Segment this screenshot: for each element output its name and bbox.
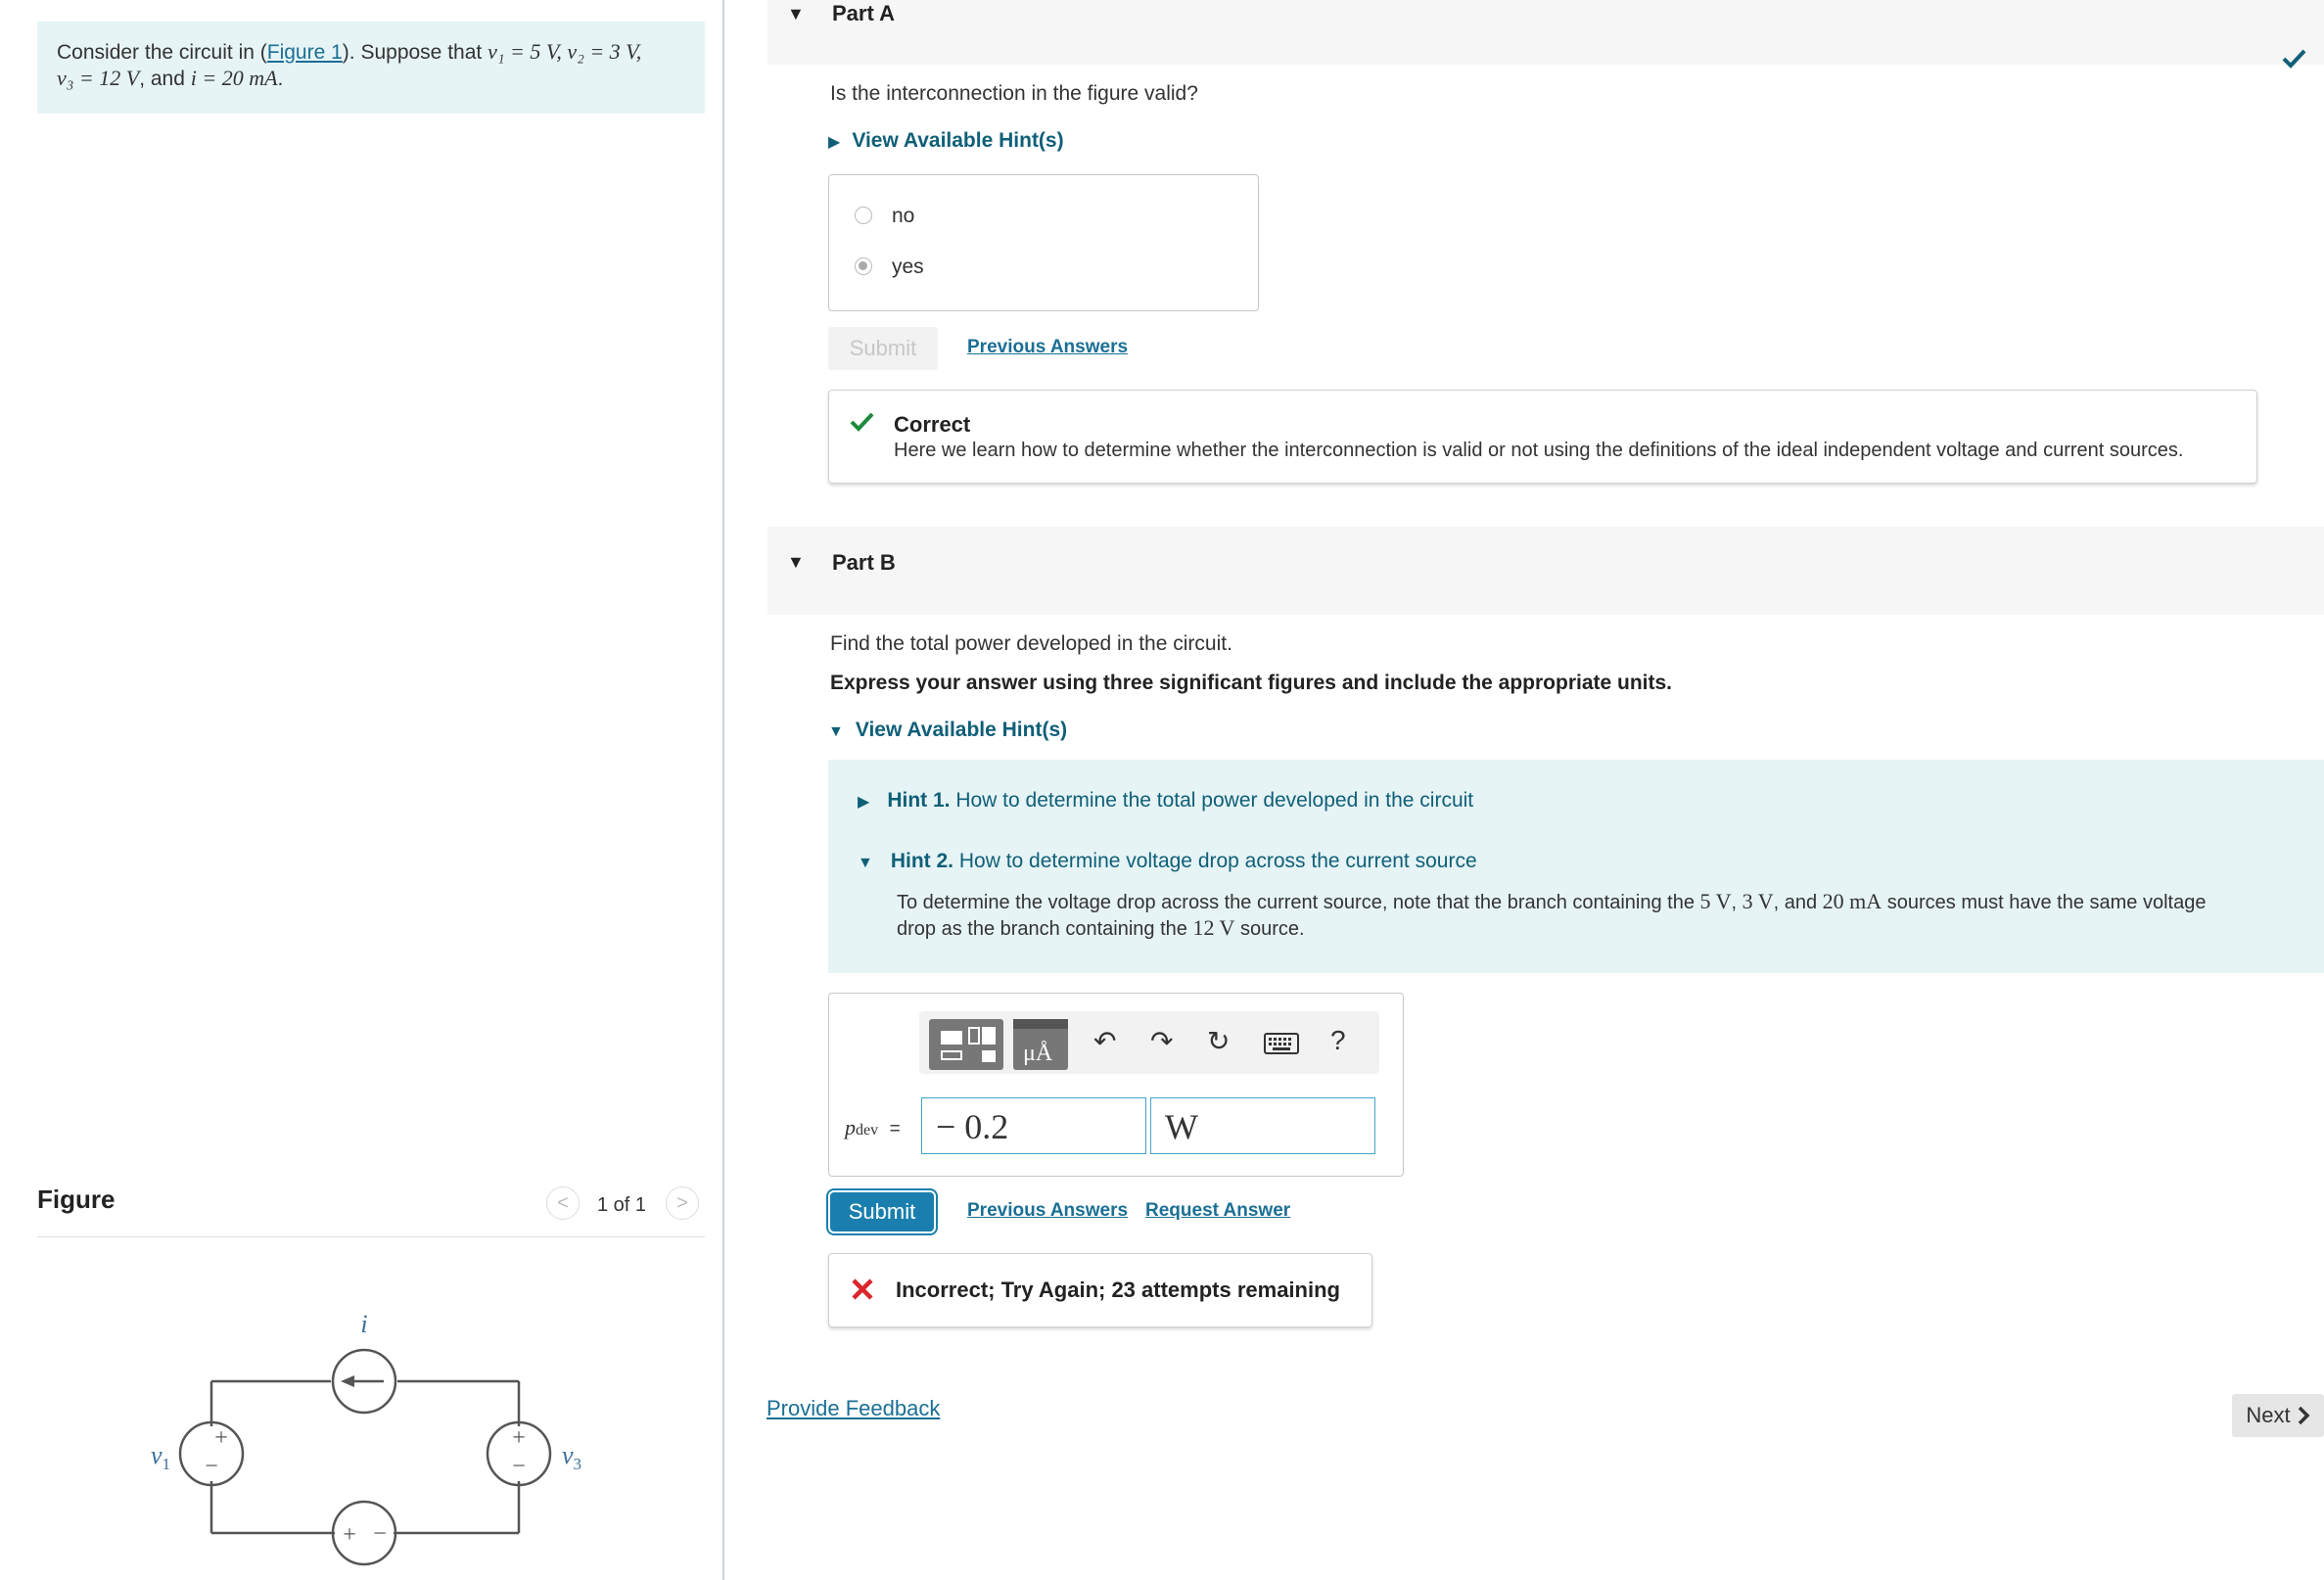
pager-prev-button[interactable] bbox=[546, 1186, 580, 1220]
plus-v2: + bbox=[343, 1522, 356, 1548]
figure-divider bbox=[37, 1236, 705, 1237]
chevron-left-icon: < bbox=[557, 1191, 569, 1214]
part-a-choices bbox=[828, 174, 1259, 311]
feedback-correct-text: Here we learn how to determine whether the interconnection is valid or not using the definitions of the ideal independent voltage and current sources. bbox=[894, 440, 2184, 461]
hint-2[interactable]: ▼ Hint 2. How to determine voltage drop across the current source bbox=[858, 850, 1477, 872]
minus-v2: − bbox=[373, 1521, 387, 1547]
radio-yes[interactable] bbox=[855, 257, 872, 275]
part-a-header[interactable] bbox=[767, 0, 2324, 65]
part-a-submit-button[interactable]: Submit bbox=[828, 327, 938, 370]
answer-box bbox=[828, 993, 1404, 1177]
chevron-right-icon: > bbox=[676, 1191, 688, 1214]
figure-heading: Figure bbox=[37, 1185, 116, 1214]
label-i: i bbox=[360, 1310, 368, 1338]
chevron-right-icon bbox=[2297, 1406, 2310, 1425]
plus-v3: + bbox=[512, 1425, 526, 1451]
next-button[interactable]: Next bbox=[2232, 1394, 2324, 1437]
problem-math-2: v₃ = 12 V bbox=[57, 66, 140, 90]
figure-link[interactable]: Figure 1 bbox=[266, 41, 343, 64]
part-b-feedback bbox=[828, 1253, 1372, 1327]
left-pane bbox=[0, 0, 724, 1580]
x-mark-icon bbox=[851, 1278, 874, 1301]
provide-feedback-link[interactable]: Provide Feedback bbox=[767, 1396, 941, 1420]
hint-1[interactable]: ▶ Hint 1. How to determine the total power developed in the circuit bbox=[858, 789, 1474, 812]
hints-panel bbox=[828, 760, 2324, 973]
checkmark-icon bbox=[849, 410, 876, 434]
part-b-previous-answers-link[interactable]: Previous Answers bbox=[967, 1200, 1129, 1221]
part-a-question: Is the interconnection in the figure valid? bbox=[830, 82, 1198, 105]
keyboard-icon[interactable] bbox=[1264, 1033, 1299, 1054]
caret-right-icon: ▶ bbox=[828, 134, 841, 151]
pager-next-button[interactable] bbox=[666, 1186, 699, 1220]
caret-right-icon: ▶ bbox=[858, 794, 870, 811]
part-b-hint-toggle[interactable]: ▼ View Available Hint(s) bbox=[828, 719, 1068, 741]
caret-down-icon: ▼ bbox=[858, 855, 873, 871]
problem-text: Consider the circuit in (Figure 1). Suppose that v₁ = 5 V, v₂ = 3 V, v₃ = 12 V, and i = 20 mA. bbox=[57, 39, 642, 90]
feedback-incorrect-text: Incorrect; Try Again; 23 attempts remaining bbox=[896, 1278, 1340, 1302]
answer-value-field[interactable]: − 0.2 bbox=[921, 1097, 1146, 1154]
part-a-previous-answers-link[interactable]: Previous Answers bbox=[967, 337, 1129, 357]
plus-v1: + bbox=[214, 1425, 228, 1451]
minus-v1: − bbox=[205, 1454, 218, 1479]
problem-math-1: v₁ = 5 V, v₂ = 3 V, bbox=[488, 39, 642, 64]
problem-math-3: i = 20 mA bbox=[190, 66, 278, 90]
caret-down-icon: ▼ bbox=[828, 723, 844, 740]
redo-icon[interactable]: ↷ bbox=[1150, 1026, 1174, 1056]
caret-down-icon: ▼ bbox=[787, 4, 805, 23]
caret-down-icon: ▼ bbox=[787, 552, 805, 572]
feedback-correct-title: Correct bbox=[894, 412, 971, 437]
minus-v3: − bbox=[512, 1454, 526, 1479]
part-b-header[interactable] bbox=[767, 527, 2324, 615]
part-a-check-icon bbox=[2281, 47, 2308, 70]
units-button[interactable] bbox=[1013, 1019, 1068, 1070]
part-a-hint-toggle[interactable]: ▶ View Available Hint(s) bbox=[828, 129, 1064, 152]
label-v1: $v_1$ bbox=[151, 1441, 171, 1473]
part-a-title: Part A bbox=[832, 1, 895, 25]
answer-unit-field[interactable]: W bbox=[1150, 1097, 1375, 1154]
request-answer-link[interactable]: Request Answer bbox=[1145, 1200, 1291, 1221]
problem-statement bbox=[37, 22, 705, 114]
units-glyph: μÅ bbox=[1023, 1041, 1053, 1066]
choice-no-label: no bbox=[892, 205, 915, 227]
part-a-feedback bbox=[828, 390, 2257, 484]
pager-text: 1 of 1 bbox=[597, 1194, 647, 1216]
label-v3: $v_3$ bbox=[562, 1441, 582, 1473]
undo-icon[interactable]: ↶ bbox=[1093, 1026, 1117, 1056]
reset-icon[interactable]: ↻ bbox=[1207, 1026, 1231, 1056]
part-b-submit-button[interactable]: Submit bbox=[830, 1192, 934, 1231]
templates-button[interactable] bbox=[929, 1019, 1003, 1070]
help-icon[interactable]: ? bbox=[1330, 1025, 1346, 1055]
math-toolbar bbox=[919, 1011, 1379, 1074]
radio-no[interactable] bbox=[855, 207, 872, 224]
choice-yes-label: yes bbox=[892, 256, 924, 278]
answer-variable: pdev = bbox=[845, 1115, 901, 1139]
part-b-title: Part B bbox=[832, 550, 896, 575]
part-b-instruction: Express your answer using three significant figures and include the appropriate units. bbox=[830, 672, 1673, 694]
part-b-question: Find the total power developed in the circuit. bbox=[830, 632, 1232, 655]
hint-2-body: To determine the voltage drop across the current source, note that the branch containing the 5 V, 3 V, and 20 mA sources must have the same voltage drop as the branch containing the 12 V source. bbox=[897, 889, 2207, 940]
circuit-diagram bbox=[137, 1307, 607, 1580]
